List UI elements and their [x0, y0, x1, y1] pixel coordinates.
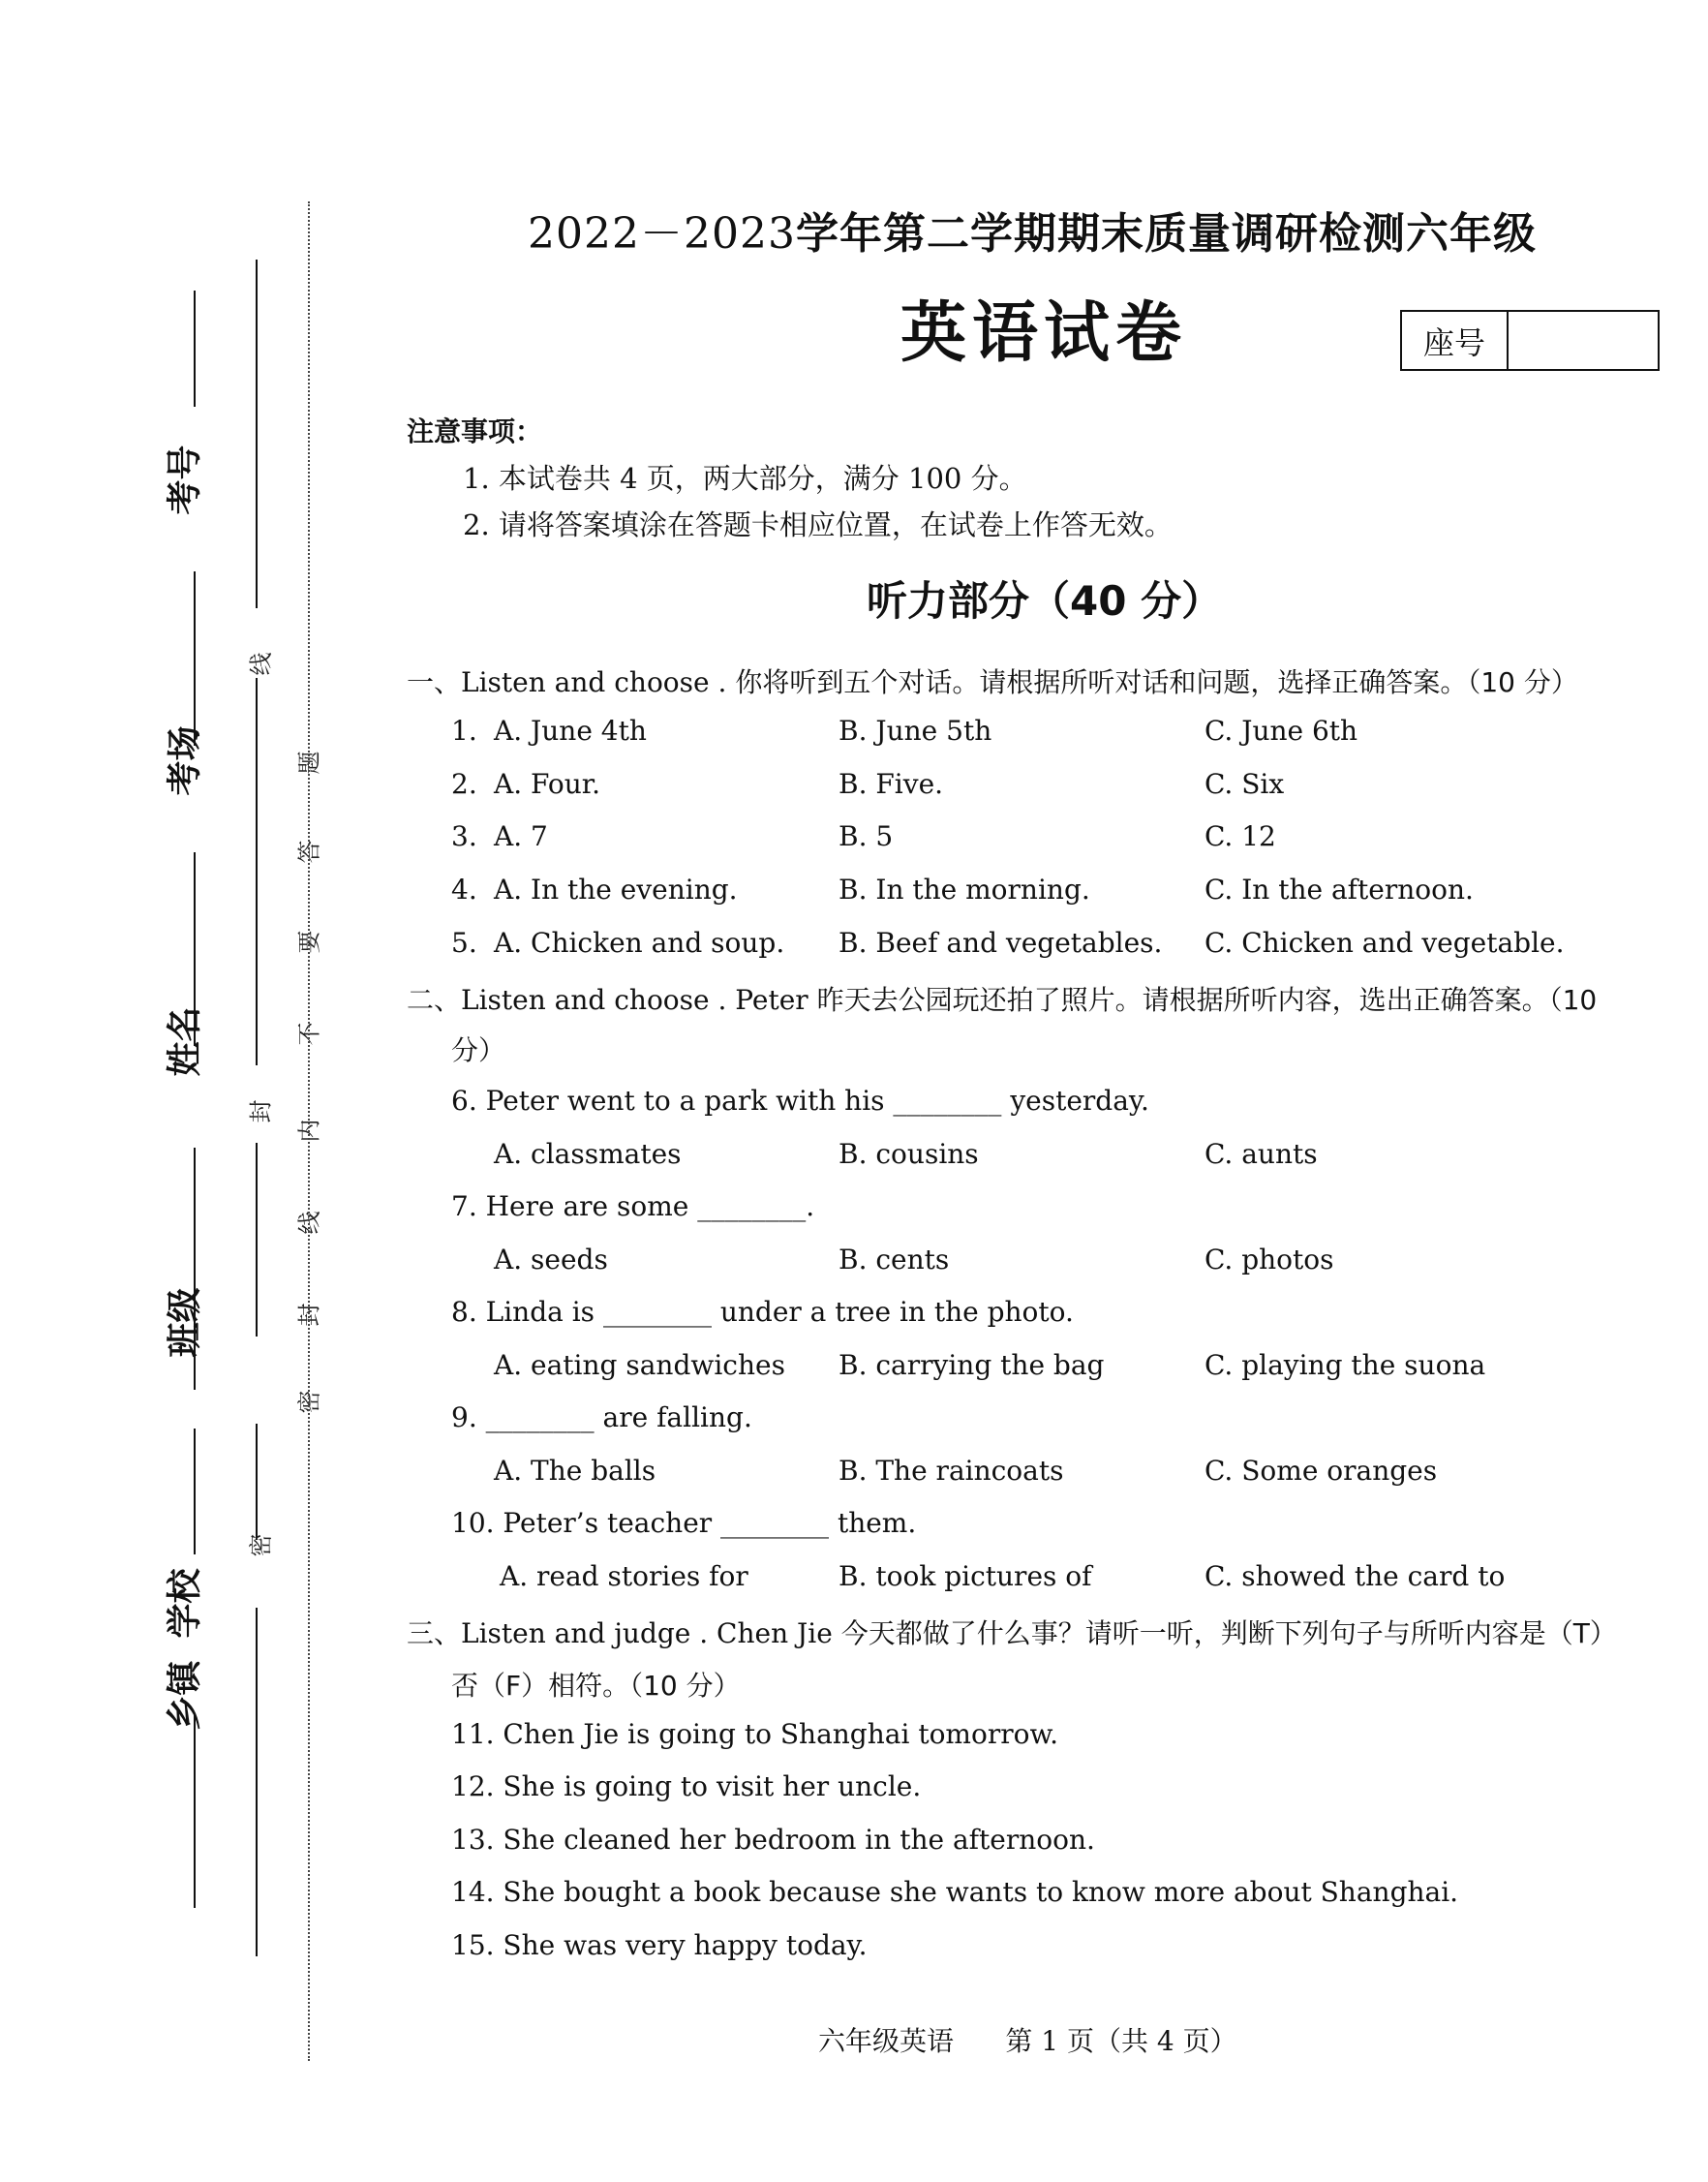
- question-number: 1.: [451, 715, 477, 747]
- option-b: B. carrying the bag: [839, 1349, 1105, 1381]
- option-b: B. In the morning.: [839, 874, 1090, 906]
- binding-rule: [194, 291, 196, 407]
- seal-rule: [256, 1608, 258, 1956]
- seal-char: 内: [295, 1119, 323, 1143]
- option-a: A. 7: [494, 820, 548, 852]
- seal-rule: [256, 1143, 258, 1337]
- seat-number-field[interactable]: [1509, 312, 1658, 369]
- option-b: B. cents: [839, 1244, 950, 1275]
- option-c: C. Some oranges: [1205, 1455, 1438, 1487]
- option-b: B. 5: [839, 820, 894, 852]
- school-label: 学校: [165, 1568, 205, 1639]
- option-c: C. showed the card to: [1205, 1560, 1506, 1592]
- option-a: A. Four.: [494, 768, 601, 800]
- option-c: C. 12: [1205, 820, 1276, 852]
- judge-statement: 13. She cleaned her bedroom in the afternoon.: [451, 1824, 1095, 1856]
- judge-statement: 11. Chen Jie is going to Shanghai tomorrow.: [451, 1718, 1059, 1750]
- option-c: C. playing the suona: [1205, 1349, 1486, 1381]
- note-item: 2. 请将答案填涂在答题卡相应位置，在试卷上作答无效。: [463, 508, 1173, 541]
- exam-room-label: 考场: [165, 725, 205, 796]
- notes-heading: 注意事项：: [407, 415, 543, 447]
- page-subtitle: 英语试卷: [900, 295, 1188, 372]
- seal-char: 线: [247, 652, 275, 676]
- judge-statement: 14. She bought a book because she wants to know more about Shanghai.: [451, 1876, 1459, 1908]
- option-a: A. seeds: [494, 1244, 608, 1275]
- title-text: 学年第二学期期末质量调研检测六年级: [795, 209, 1537, 259]
- class-label: 班级: [165, 1287, 205, 1358]
- option-a: A. read stories for: [500, 1560, 748, 1592]
- question-number: 4.: [451, 874, 477, 906]
- question-stem: 10. Peter’s teacher ________ them.: [451, 1507, 917, 1539]
- part2-instruction-cn: 昨天去公园玩还拍了照片。请根据所听内容，选出正确答案。（10: [816, 984, 1598, 1016]
- question-stem: 8. Linda is ________ under a tree in the photo.: [451, 1296, 1074, 1328]
- option-c: C. aunts: [1205, 1138, 1318, 1170]
- option-b: B. cousins: [839, 1138, 979, 1170]
- seal-char: 封: [295, 1303, 323, 1327]
- seal-rule: [256, 1424, 258, 1540]
- binding-rule: [194, 571, 196, 746]
- option-b: B. took pictures of: [839, 1560, 1092, 1592]
- seal-char: 封: [247, 1099, 275, 1123]
- dotted-cut-line: [308, 201, 310, 2061]
- title-year: 2022－2023: [528, 209, 796, 259]
- township-label: 乡镇: [165, 1660, 205, 1731]
- judge-statement: 15. She was very happy today.: [451, 1929, 868, 1961]
- question-stem: 6. Peter went to a park with his ________ yesterday.: [451, 1085, 1149, 1117]
- page-title: [528, 199, 1537, 261]
- option-a: A. In the evening.: [494, 874, 738, 906]
- part3-instruction: [407, 1613, 1617, 1651]
- option-c: C. In the afternoon.: [1205, 874, 1474, 906]
- exam-number-label: 考号: [165, 445, 205, 515]
- question-number: 2.: [451, 768, 477, 800]
- note-item: 1. 本试卷共 4 页，两大部分，满分 100 分。: [463, 462, 1027, 495]
- option-a: A. eating sandwiches: [494, 1349, 785, 1381]
- option-a: A. classmates: [494, 1138, 682, 1170]
- part3-instruction-cn: 今天都做了什么事？请听一听，判断下列句子与所听内容是（T）: [840, 1617, 1617, 1649]
- option-b: B. Five.: [839, 768, 944, 800]
- seal-char: 密: [295, 1390, 323, 1414]
- option-c: C. June 6th: [1205, 715, 1358, 747]
- section-title: 听力部分（40 分）: [867, 577, 1223, 625]
- page-footer: 六年级英语 第 1 页（共 4 页）: [818, 2025, 1237, 2057]
- part3-instruction-en: 三、Listen and judge . Chen Jie: [407, 1617, 833, 1649]
- part2-instruction-cont: 分）: [451, 1034, 506, 1066]
- part1-instruction-cn: 你将听到五个对话。请根据所听对话和问题，选择正确答案。（10 分）: [735, 666, 1578, 698]
- option-c: C. photos: [1205, 1244, 1334, 1275]
- binding-rule: [194, 1714, 196, 1908]
- seat-number-box: [1400, 310, 1660, 371]
- question-number: 3.: [451, 820, 477, 852]
- question-stem: 9. ________ are falling.: [451, 1401, 752, 1433]
- seal-char: 答: [295, 840, 323, 864]
- part3-instruction-cont: 否（F）相符。（10 分）: [451, 1670, 741, 1702]
- judge-statement: 12. She is going to visit her uncle.: [451, 1770, 922, 1802]
- option-a: A. Chicken and soup.: [494, 927, 785, 959]
- option-b: B. June 5th: [839, 715, 992, 747]
- part1-instruction-en: 一、Listen and choose .: [407, 666, 727, 698]
- option-b: B. Beef and vegetables.: [839, 927, 1163, 959]
- seal-char: 线: [295, 1211, 323, 1235]
- option-a: A. The balls: [494, 1455, 656, 1487]
- option-a: A. June 4th: [494, 715, 647, 747]
- seal-char: 要: [295, 930, 323, 954]
- question-stem: 7. Here are some ________.: [451, 1190, 815, 1222]
- part2-instruction-en: 二、Listen and choose . Peter: [407, 984, 808, 1016]
- binding-rule: [194, 1429, 196, 1554]
- option-c: C. Six: [1205, 768, 1285, 800]
- seal-char: 密: [247, 1533, 275, 1557]
- seal-char: 题: [295, 751, 323, 775]
- option-b: B. The raincoats: [839, 1455, 1064, 1487]
- option-c: C. Chicken and vegetable.: [1205, 927, 1565, 959]
- question-number: 5.: [451, 927, 477, 959]
- seat-number-label: 座号: [1402, 312, 1509, 369]
- seal-char: 不: [295, 1022, 323, 1046]
- seal-rule: [256, 678, 258, 1065]
- seal-rule: [256, 260, 258, 608]
- part1-instruction: [407, 661, 1578, 700]
- part2-instruction: [407, 979, 1597, 1018]
- student-name-label: 姓名: [165, 1006, 205, 1077]
